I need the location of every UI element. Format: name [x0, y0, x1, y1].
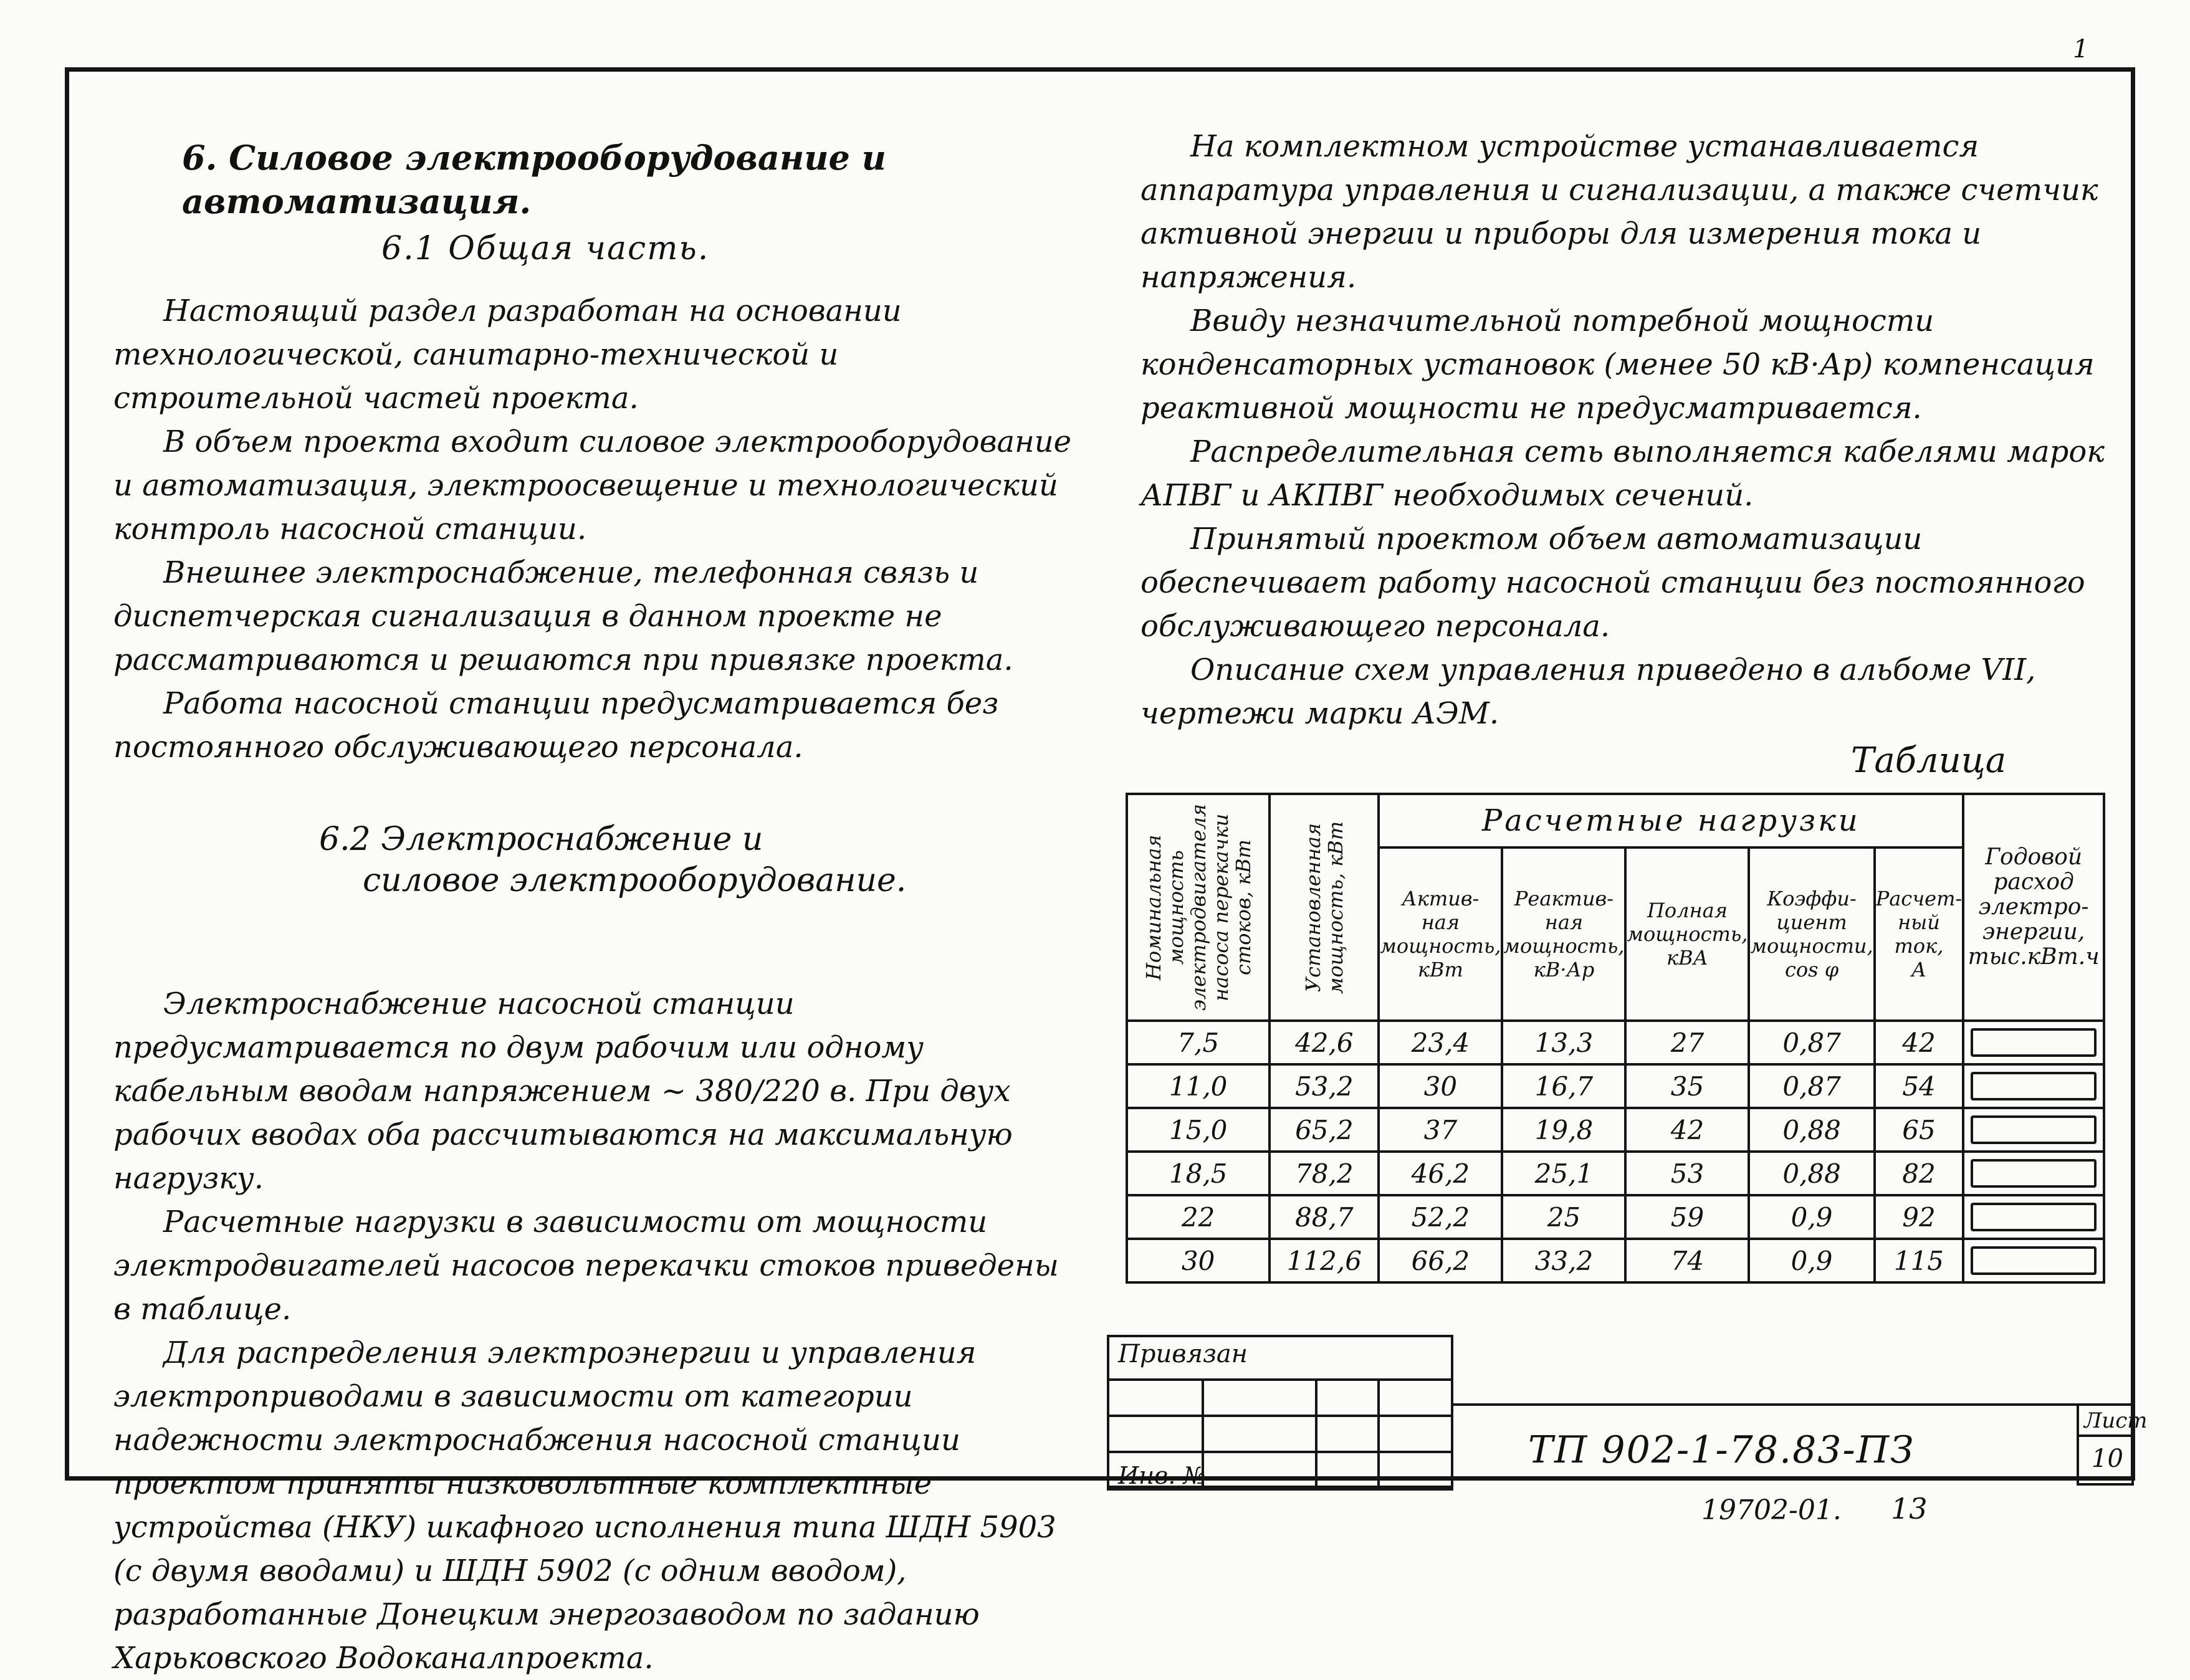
- paragraph: Принятый проектом объем автоматизации обеспечивает работу насосной станции без постоянного обслуживающего персонала.: [1140, 522, 2085, 644]
- paragraph: Электроснабжение насосной станции предусматривается по двум рабочим или одному кабельным вводам напряжением ~ 380/220 в. При двух рабочих вводах оба рассчитываются на максимальную нагрузку.: [113, 986, 1013, 1196]
- group-header-loads: Расчетные нагрузки: [1379, 794, 1963, 847]
- col-header-annual: Годовой расход электро- энергии, тыс.кВт.ч: [1963, 794, 2104, 1021]
- right-column: [1140, 125, 2113, 735]
- table-cell: 65: [1875, 1108, 1964, 1152]
- table-cell: 0,87: [1749, 1021, 1874, 1064]
- stamp-code-block: [1453, 1403, 2077, 1493]
- table-cell: 33,2: [1502, 1239, 1625, 1282]
- table-cell: 0,9: [1749, 1195, 1874, 1239]
- table-cell: 15,0: [1127, 1108, 1270, 1152]
- table-cell: 46,2: [1379, 1152, 1502, 1195]
- table-row: [1127, 1021, 2104, 1064]
- table-cell: 82: [1875, 1152, 1964, 1195]
- col-header-current: Расчет- ный ток, А: [1875, 847, 1964, 1021]
- table-cell: 19,8: [1502, 1108, 1625, 1152]
- table-cell: 53,2: [1270, 1064, 1379, 1108]
- col-header-nominal-text: Номинальная мощность электродвигателя насоса перекачки стоков, кВт: [1141, 803, 1255, 1011]
- table-row: [1127, 1195, 2104, 1239]
- table-cell: 16,7: [1502, 1064, 1625, 1108]
- table-cell: 42: [1625, 1108, 1749, 1152]
- table-cell: 11,0: [1127, 1064, 1270, 1108]
- subsection-title-6-2: [113, 819, 1073, 901]
- subsection-title-line1: 6.2 Электроснабжение и: [319, 821, 763, 858]
- empty-box: [1971, 1159, 2097, 1188]
- table-row: [1127, 1239, 2104, 1282]
- table-cell: 59: [1625, 1195, 1749, 1239]
- table-cell: 0,88: [1749, 1152, 1874, 1195]
- paragraph: Работа насосной станции предусматривается без постоянного обслуживающего персонала.: [113, 686, 999, 765]
- album-number: 19702-01.: [1701, 1494, 1842, 1526]
- table-row: [1127, 1064, 2104, 1108]
- empty-box: [1971, 1203, 2097, 1231]
- col-header-cos: Коэффи- циент мощности, cos φ: [1749, 847, 1874, 1021]
- loads-table: [1126, 793, 2105, 1284]
- col-header-installed-text: Установленная мощность, кВт: [1301, 821, 1347, 994]
- col-header-reactive: Реактив- ная мощность, кВ·Ар: [1502, 847, 1625, 1021]
- empty-box: [1971, 1115, 2097, 1144]
- annual-energy-cell: [1963, 1064, 2104, 1108]
- subsection-title-6-1: 6.1 Общая часть.: [381, 230, 710, 267]
- annual-energy-cell: [1963, 1195, 2104, 1239]
- table-cell: 78,2: [1270, 1152, 1379, 1195]
- table-cell: 115: [1875, 1239, 1964, 1282]
- table-cell: 37: [1379, 1108, 1502, 1152]
- paragraph: Описание схем управления приведено в альбоме VII, чертежи марки АЭМ.: [1140, 652, 2036, 731]
- table-cell: 42,6: [1270, 1021, 1379, 1064]
- table-cell: 42: [1875, 1021, 1964, 1064]
- stamp-inventory-label: Инв. №: [1118, 1462, 1206, 1489]
- empty-box: [1971, 1028, 2097, 1057]
- table-cell: 65,2: [1270, 1108, 1379, 1152]
- col-header-nominal: [1127, 794, 1270, 1021]
- table-cell: 54: [1875, 1064, 1964, 1108]
- left-column: [113, 136, 1073, 1680]
- table-cell: 0,87: [1749, 1064, 1874, 1108]
- table-cell: 74: [1625, 1239, 1749, 1282]
- table-cell: 23,4: [1379, 1021, 1502, 1064]
- col-header-installed: [1270, 794, 1379, 1021]
- table-caption: Таблица: [1851, 740, 2007, 781]
- paragraph: Расчетные нагрузки в зависимости от мощности электродвигателей насосов перекачки стоков приведены в таблице.: [113, 1205, 1059, 1327]
- stamp-attached-label: Привязан: [1118, 1340, 1248, 1368]
- table-cell: 27: [1625, 1021, 1749, 1064]
- table-row: [1127, 1108, 2104, 1152]
- paragraph: В объем проекта входит силовое электрооборудование и автоматизация, электроосвещение и технологический контроль насосной станции.: [113, 424, 1072, 546]
- table-cell: 52,2: [1379, 1195, 1502, 1239]
- table-cell: 25: [1502, 1195, 1625, 1239]
- table-cell: 92: [1875, 1195, 1964, 1239]
- annual-energy-cell: [1963, 1108, 2104, 1152]
- drawing-code: ТП 902-1-78.83-ПЗ: [1528, 1428, 1915, 1472]
- table-cell: 25,1: [1502, 1152, 1625, 1195]
- table-cell: 30: [1379, 1064, 1502, 1108]
- col-header-active: Актив- ная мощность, кВт: [1379, 847, 1502, 1021]
- table-cell: 30: [1127, 1239, 1270, 1282]
- page-number: 13: [1891, 1492, 1928, 1525]
- sheet-number: 10: [2092, 1444, 2123, 1473]
- stamp-attached-block: [1107, 1335, 1453, 1491]
- annual-energy-cell: [1963, 1021, 2104, 1064]
- paragraph: Внешнее электроснабжение, телефонная связь и диспетчерская сигнализация в данном проекте не рассматриваются и решаются при привязке проекта.: [113, 555, 1013, 677]
- paragraph: Настоящий раздел разработан на основании технологической, санитарно-технической и строительной частей проекта.: [113, 294, 902, 416]
- paragraph: Распределительная сеть выполняется кабелями марок АПВГ и АКПВГ необходимых сечений.: [1140, 434, 2105, 513]
- paragraph: Ввиду незначительной потребной мощности конденсаторных установок (менее 50 кВ·Ар) компенсация реактивной мощности не предусматривается.: [1140, 303, 2095, 426]
- table-cell: 0,88: [1749, 1108, 1874, 1152]
- paragraph: Для распределения электроэнергии и управления электроприводами в зависимости от категории надежности электроснабжения насосной станции проектом приняты низковольтные комплектные устройства (НКУ) шкафного исполнения типа ШДН 5903 (с двумя вводами) и ШДН 5902 (с одним вводом), разработанные Донецким энергозаводом по заданию Харьковского Водоканалпроекта.: [113, 1335, 1056, 1676]
- table-cell: 22: [1127, 1195, 1270, 1239]
- subsection-title-line2: силовое электрооборудование.: [363, 862, 907, 899]
- empty-box: [1971, 1072, 2097, 1100]
- sheet-label: Лист: [2084, 1408, 2148, 1433]
- annual-energy-cell: [1963, 1152, 2104, 1195]
- corner-mark: 1: [2073, 35, 2089, 64]
- table-row: [1127, 1152, 2104, 1195]
- empty-box: [1971, 1246, 2097, 1275]
- annual-energy-cell: [1963, 1239, 2104, 1282]
- section-title: 6. Силовое электрооборудование и автоматизация.: [182, 138, 886, 221]
- table-cell: 88,7: [1270, 1195, 1379, 1239]
- paragraph: На комплектном устройстве устанавливается аппаратура управления и сигнализации, а также счетчик активной энергии и приборы для измерения тока и напряжения.: [1140, 129, 2098, 295]
- col-header-full: Полная мощность, кВА: [1625, 847, 1749, 1021]
- table-cell: 112,6: [1270, 1239, 1379, 1282]
- table-cell: 13,3: [1502, 1021, 1625, 1064]
- table-cell: 0,9: [1749, 1239, 1874, 1282]
- table-cell: 35: [1625, 1064, 1749, 1108]
- table-cell: 7,5: [1127, 1021, 1270, 1064]
- table-cell: 66,2: [1379, 1239, 1502, 1282]
- sheet-box: [2077, 1403, 2148, 1486]
- table-cell: 53: [1625, 1152, 1749, 1195]
- table-cell: 18,5: [1127, 1152, 1270, 1195]
